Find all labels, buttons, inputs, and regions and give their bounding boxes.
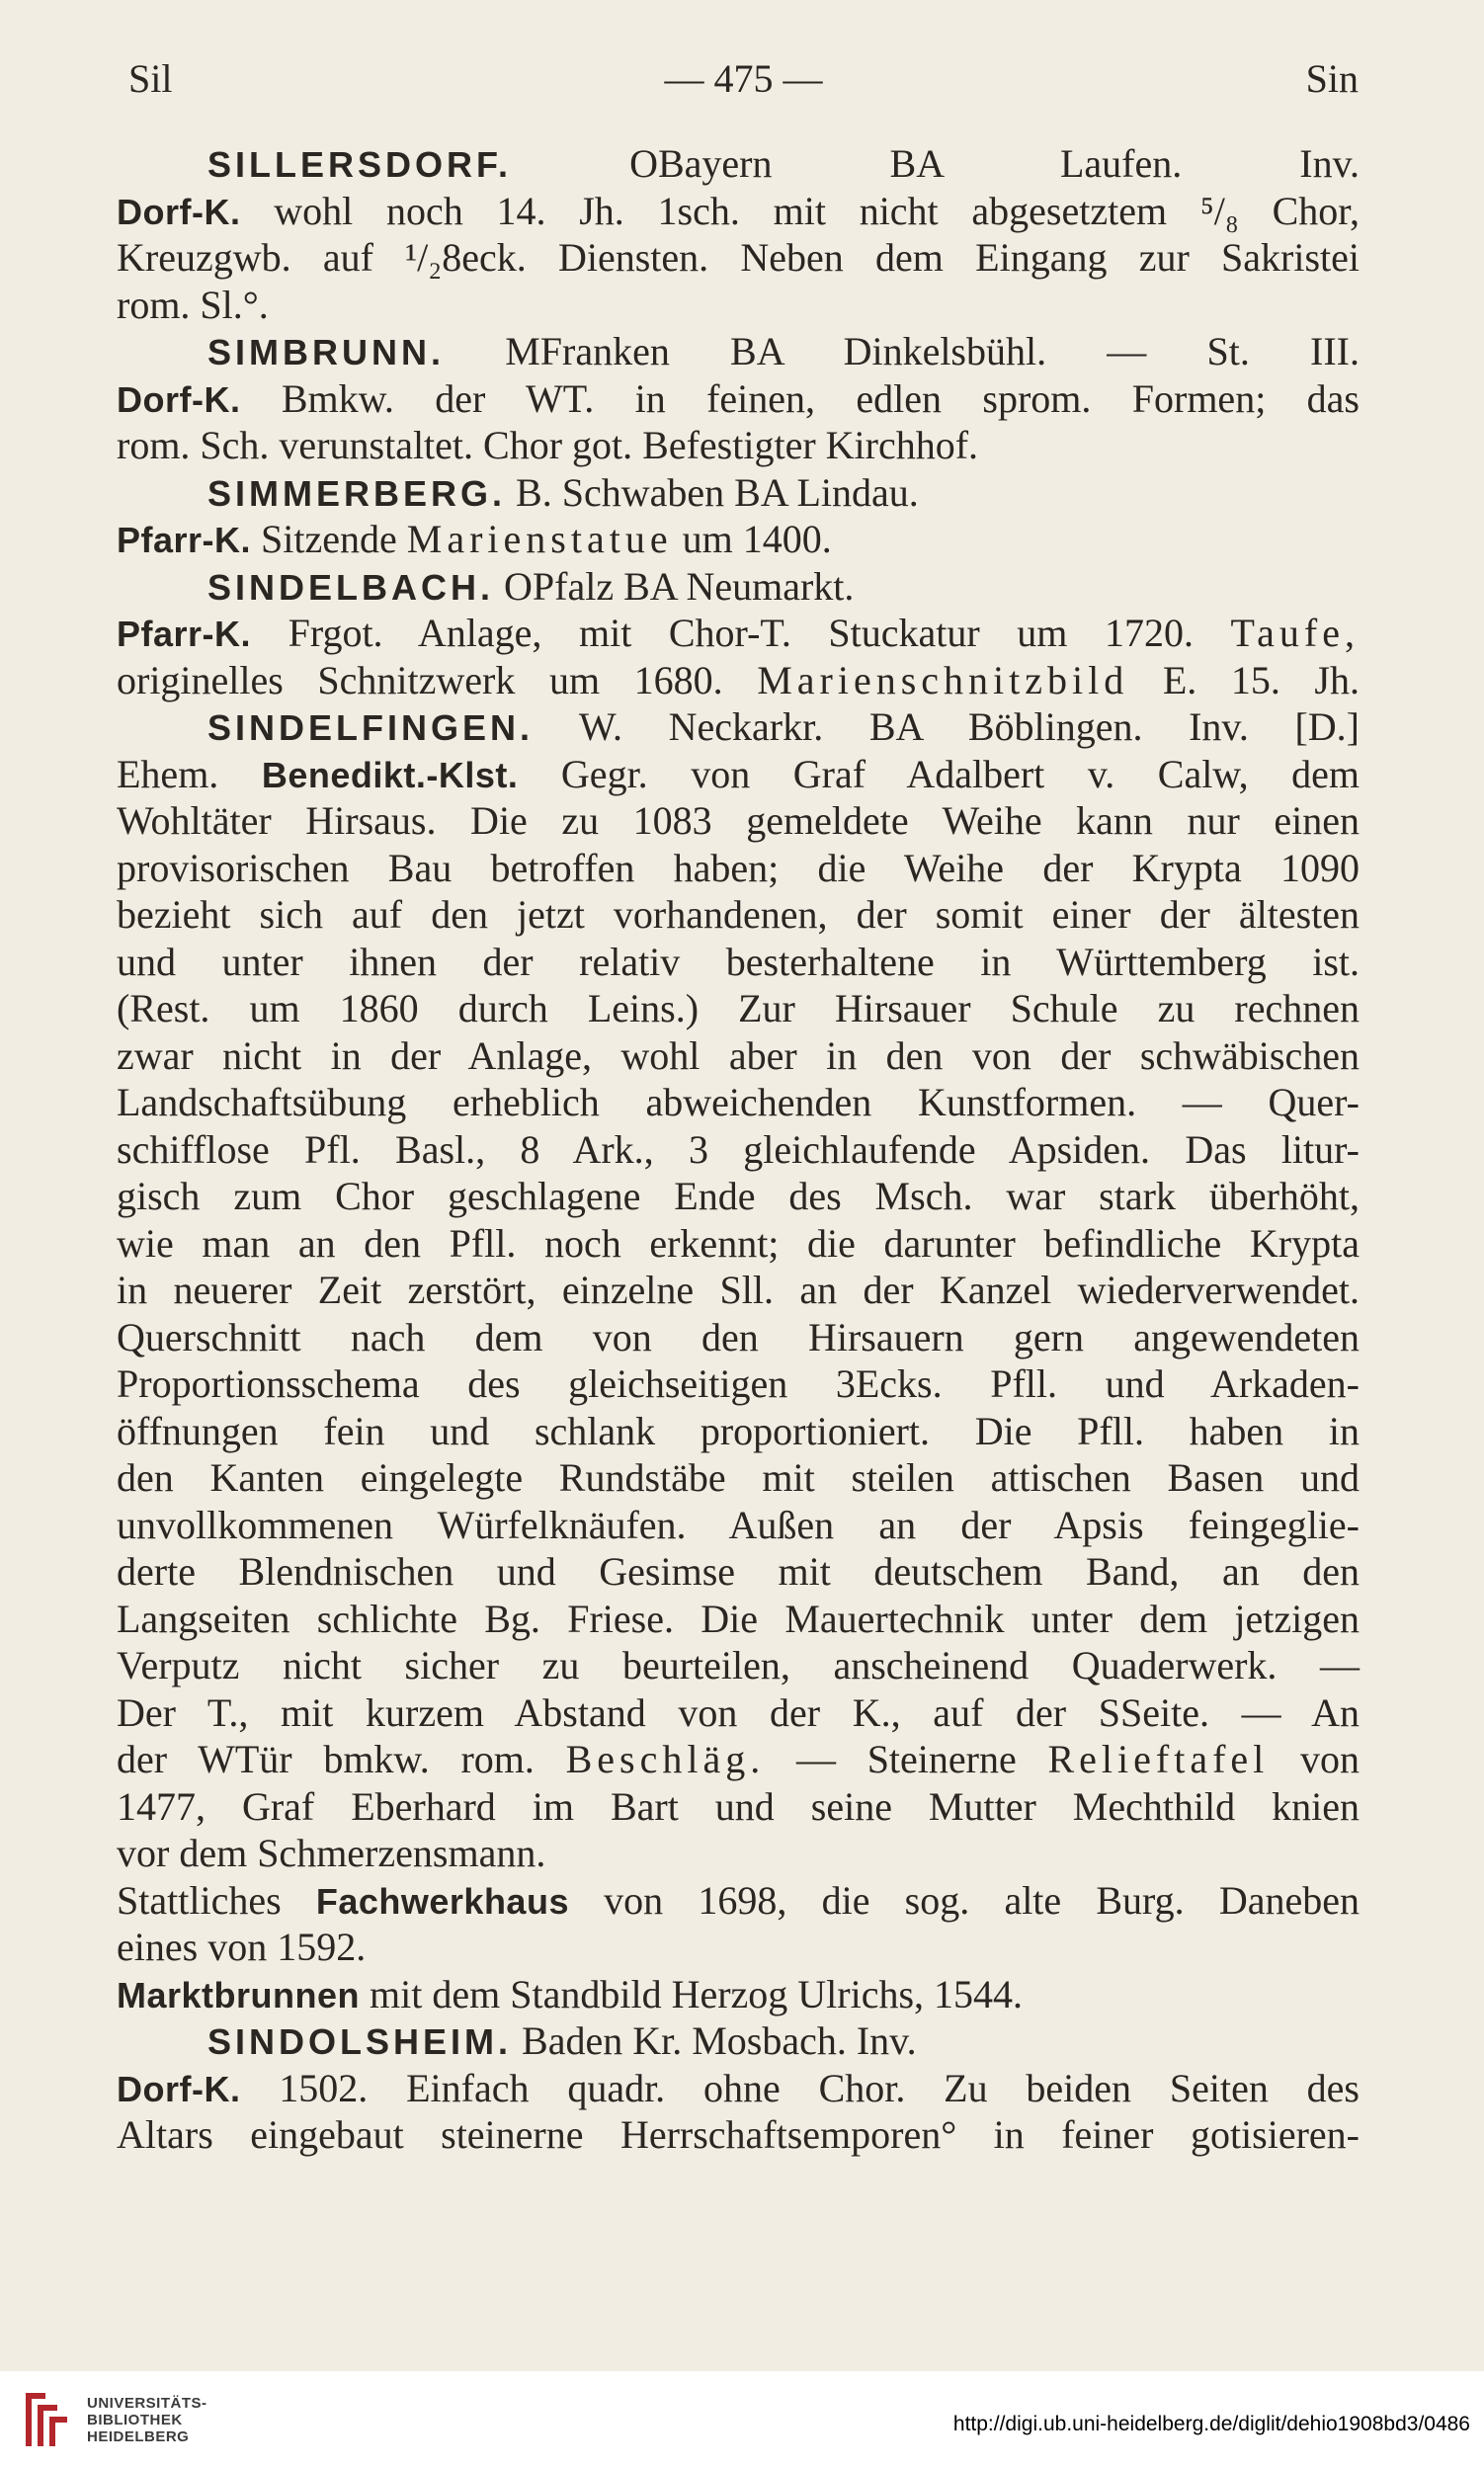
header-left-keyword: Sil [128, 56, 173, 101]
entry-label: Dorf-K. [117, 2068, 241, 2109]
text-run: provisorischen Bau betroffen haben; die Weihe der Krypta 1090 [117, 845, 1360, 890]
text-run: Altars eingebaut steinerne Herrschaftsemporen° in feiner gotisieren- [117, 2112, 1360, 2157]
text-line [117, 1502, 1360, 1549]
text-run: rom. Sch. verunstaltet. Chor got. Befestigter Kirchhof. [117, 423, 979, 467]
footer-bar [0, 2371, 1484, 2467]
entry-label: Fachwerkhaus [315, 1880, 569, 1922]
text-run: MFranken BA Dinkelsbühl. — St. III. [445, 329, 1360, 373]
text-run: OPfalz BA Neumarkt. [494, 563, 855, 609]
text-line [117, 1079, 1360, 1126]
text-line [117, 1596, 1360, 1643]
text-run: schifflose Pfl. Basl., 8 Ark., 3 gleichlaufende Apsiden. Das litur- [117, 1126, 1360, 1172]
text-run: Relieftafel [1047, 1737, 1270, 1781]
entry-label: Dorf-K. [117, 191, 241, 232]
entry-heading: SINDELFINGEN. [207, 707, 535, 748]
text-run: 1477, Graf Eberhard im Bart und seine Mutter Mechthild knien [117, 1783, 1360, 1829]
text-line [117, 1360, 1360, 1408]
text-run: eines von 1592. [117, 1925, 367, 1969]
text-line [117, 188, 1360, 235]
text-line [117, 1267, 1360, 1314]
text-line [117, 282, 1360, 329]
text-line [117, 1032, 1360, 1080]
text-line [117, 1548, 1360, 1596]
text-run: von [1269, 1737, 1360, 1781]
text-run: mit dem Standbild Herzog Ulrichs, 1544. [360, 1971, 1024, 2016]
library-name-line: HEIDELBERG [87, 2428, 190, 2445]
text-line [117, 1314, 1360, 1361]
text-run: Marienschnitzbild [757, 657, 1129, 702]
text-line [117, 328, 1360, 375]
library-name-line: BIBLIOTHEK [87, 2412, 183, 2428]
text-run: und unter ihnen der relativ besterhaltene in Württemberg ist. [117, 939, 1360, 984]
text-run: Bmkw. der WT. in feinen, edlen sprom. Formen; das [240, 375, 1360, 421]
source-url-link[interactable]: http://digi.ub.uni-heidelberg.de/diglit/dehio1908bd3/0486 [952, 2413, 1470, 2435]
text-run: Taufe, [1230, 611, 1360, 655]
text-line [117, 422, 1360, 469]
text-run: Langseiten schlichte Bg. Friese. Die Mauertechnik unter dem jetzigen [117, 1596, 1360, 1641]
text-run: vor dem Schmerzensmann. [117, 1831, 546, 1875]
text-run: Beschläg. [565, 1737, 766, 1781]
text-line [117, 1126, 1360, 1174]
text-run: gisch zum Chor geschlagene Ende des Msch. war stark überhöht, [117, 1174, 1360, 1218]
text-run: den Kanten eingelegte Rundstäbe mit steilen attischen Basen und [117, 1455, 1360, 1500]
text-run: Baden Kr. Mosbach. Inv. [512, 2018, 917, 2063]
body-text [117, 140, 1360, 2159]
text-run: 1502. Einfach quadr. ohne Chor. Zu beiden Seiten des [240, 2065, 1360, 2110]
library-name-line: UNIVERSITÄTS- [87, 2395, 207, 2412]
header-right-keyword: Sin [1305, 56, 1359, 101]
text-run: — Steinerne [765, 1737, 1048, 1781]
text-line [117, 703, 1360, 751]
text-run: rom. Sl.°. [117, 282, 269, 327]
text-line [117, 1408, 1360, 1455]
text-run: Verputz nicht sicher zu beurteilen, anscheinend Quaderwerk. — [117, 1643, 1360, 1687]
text-line [117, 2065, 1360, 2112]
text-run: bezieht sich auf den jetzt vorhandenen, der somit einer der ältesten [117, 892, 1360, 937]
text-line [117, 2017, 1360, 2065]
text-line [117, 1220, 1360, 1268]
text-line [117, 1736, 1360, 1783]
text-run: um 1400. [672, 517, 832, 561]
text-run: originelles Schnitzwerk um 1680. [117, 657, 758, 702]
text-line [117, 1783, 1360, 1831]
text-run: von 1698, die sog. alte Burg. Daneben [568, 1877, 1360, 1923]
text-run: wohl noch 14. Jh. 1sch. mit nicht abgesetztem ⁵/₈ Chor, [240, 188, 1360, 233]
text-line [117, 1173, 1360, 1220]
text-run: OBayern BA Laufen. Inv. [512, 141, 1360, 186]
running-header [128, 49, 1359, 109]
text-line [117, 140, 1360, 188]
entry-label: Pfarr-K. [117, 614, 252, 654]
text-run: der WTür bmkw. rom. [117, 1737, 566, 1781]
text-line [117, 891, 1360, 939]
text-line [117, 751, 1360, 798]
text-line [117, 516, 1360, 563]
text-run: Proportionsschema des gleichseitigen 3Ecks. Pfll. und Arkaden- [117, 1361, 1360, 1406]
text-run: (Rest. um 1860 durch Leins.) Zur Hirsauer Schule zu rechnen [117, 986, 1360, 1030]
text-line [117, 610, 1360, 657]
text-run: wie man an den Pfll. noch erkennt; die darunter befindliche Krypta [117, 1220, 1360, 1266]
entry-heading: SIMMERBERG. [207, 472, 507, 514]
text-run: B. Schwaben BA Lindau. [506, 469, 919, 515]
text-run: E. 15. Jh. [1128, 657, 1360, 702]
text-line [117, 1830, 1360, 1877]
text-line [117, 939, 1360, 986]
text-line [117, 1454, 1360, 1502]
page-number: — 475 — [664, 56, 823, 101]
text-line [117, 469, 1360, 517]
text-run: Marienstatue [406, 517, 673, 561]
text-run: W. Neckarkr. BA Böblingen. Inv. [D.] [534, 704, 1360, 749]
text-run: in neuerer Zeit zerstört, einzelne Sll. an der Kanzel wiederverwendet. [117, 1268, 1360, 1312]
text-line [117, 845, 1360, 892]
text-run: Kreuzgwb. auf ¹/₂8eck. Diensten. Neben dem Eingang zur Sakristei [117, 235, 1360, 280]
entry-label: Benedikt.-Klst. [261, 754, 519, 795]
text-run: zwar nicht in der Anlage, wohl aber in den von der schwäbischen [117, 1032, 1360, 1078]
text-line [117, 1689, 1360, 1737]
entry-label: Marktbrunnen [117, 1974, 361, 2015]
text-line [117, 1971, 1360, 2018]
text-line [117, 1642, 1360, 1689]
text-line [117, 2111, 1360, 2159]
text-run: derte Blendnischen und Gesimse mit deutschem Band, an den [117, 1549, 1360, 1594]
entry-heading: SILLERSDORF. [207, 144, 513, 185]
library-name[interactable] [87, 2395, 207, 2445]
text-line [117, 1877, 1360, 1925]
text-line [117, 985, 1360, 1032]
entry-heading: SIMBRUNN. [207, 332, 445, 372]
entry-label: Pfarr-K. [117, 520, 252, 560]
text-run: Stattliches [117, 1877, 316, 1923]
text-run: Frgot. Anlage, mit Chor-T. Stuckatur um 1720. [251, 611, 1231, 655]
text-line [117, 797, 1360, 845]
text-run: Sitzende [251, 517, 407, 561]
text-run: öffnungen fein und schlank proportioniert. Die Pfll. haben in [117, 1408, 1360, 1453]
text-run: Landschaftsübung erheblich abweichenden Kunstformen. — Quer- [117, 1080, 1360, 1124]
text-run: Querschnitt nach dem von den Hirsauern gern angewendeten [117, 1314, 1360, 1359]
text-run: Wohltäter Hirsaus. Die zu 1083 gemeldete Weihe kann nur einen [117, 798, 1360, 843]
text-line [117, 234, 1360, 282]
entry-label: Dorf-K. [117, 378, 241, 420]
text-line [117, 375, 1360, 423]
text-run: Der T., mit kurzem Abstand von der K., auf der SSeite. — An [117, 1689, 1360, 1735]
text-run: Ehem. [117, 751, 262, 796]
text-line [117, 1924, 1360, 1971]
text-run: Gegr. von Graf Adalbert v. Calw, dem [518, 751, 1360, 796]
text-line [117, 657, 1360, 704]
text-run: unvollkommenen Würfelknäufen. Außen an der Apsis feingeglie- [117, 1502, 1360, 1547]
entry-heading: SINDELBACH. [207, 566, 495, 608]
entry-heading: SINDOLSHEIM. [207, 2021, 513, 2062]
university-library-logo-icon[interactable] [18, 2389, 73, 2450]
text-line [117, 563, 1360, 611]
